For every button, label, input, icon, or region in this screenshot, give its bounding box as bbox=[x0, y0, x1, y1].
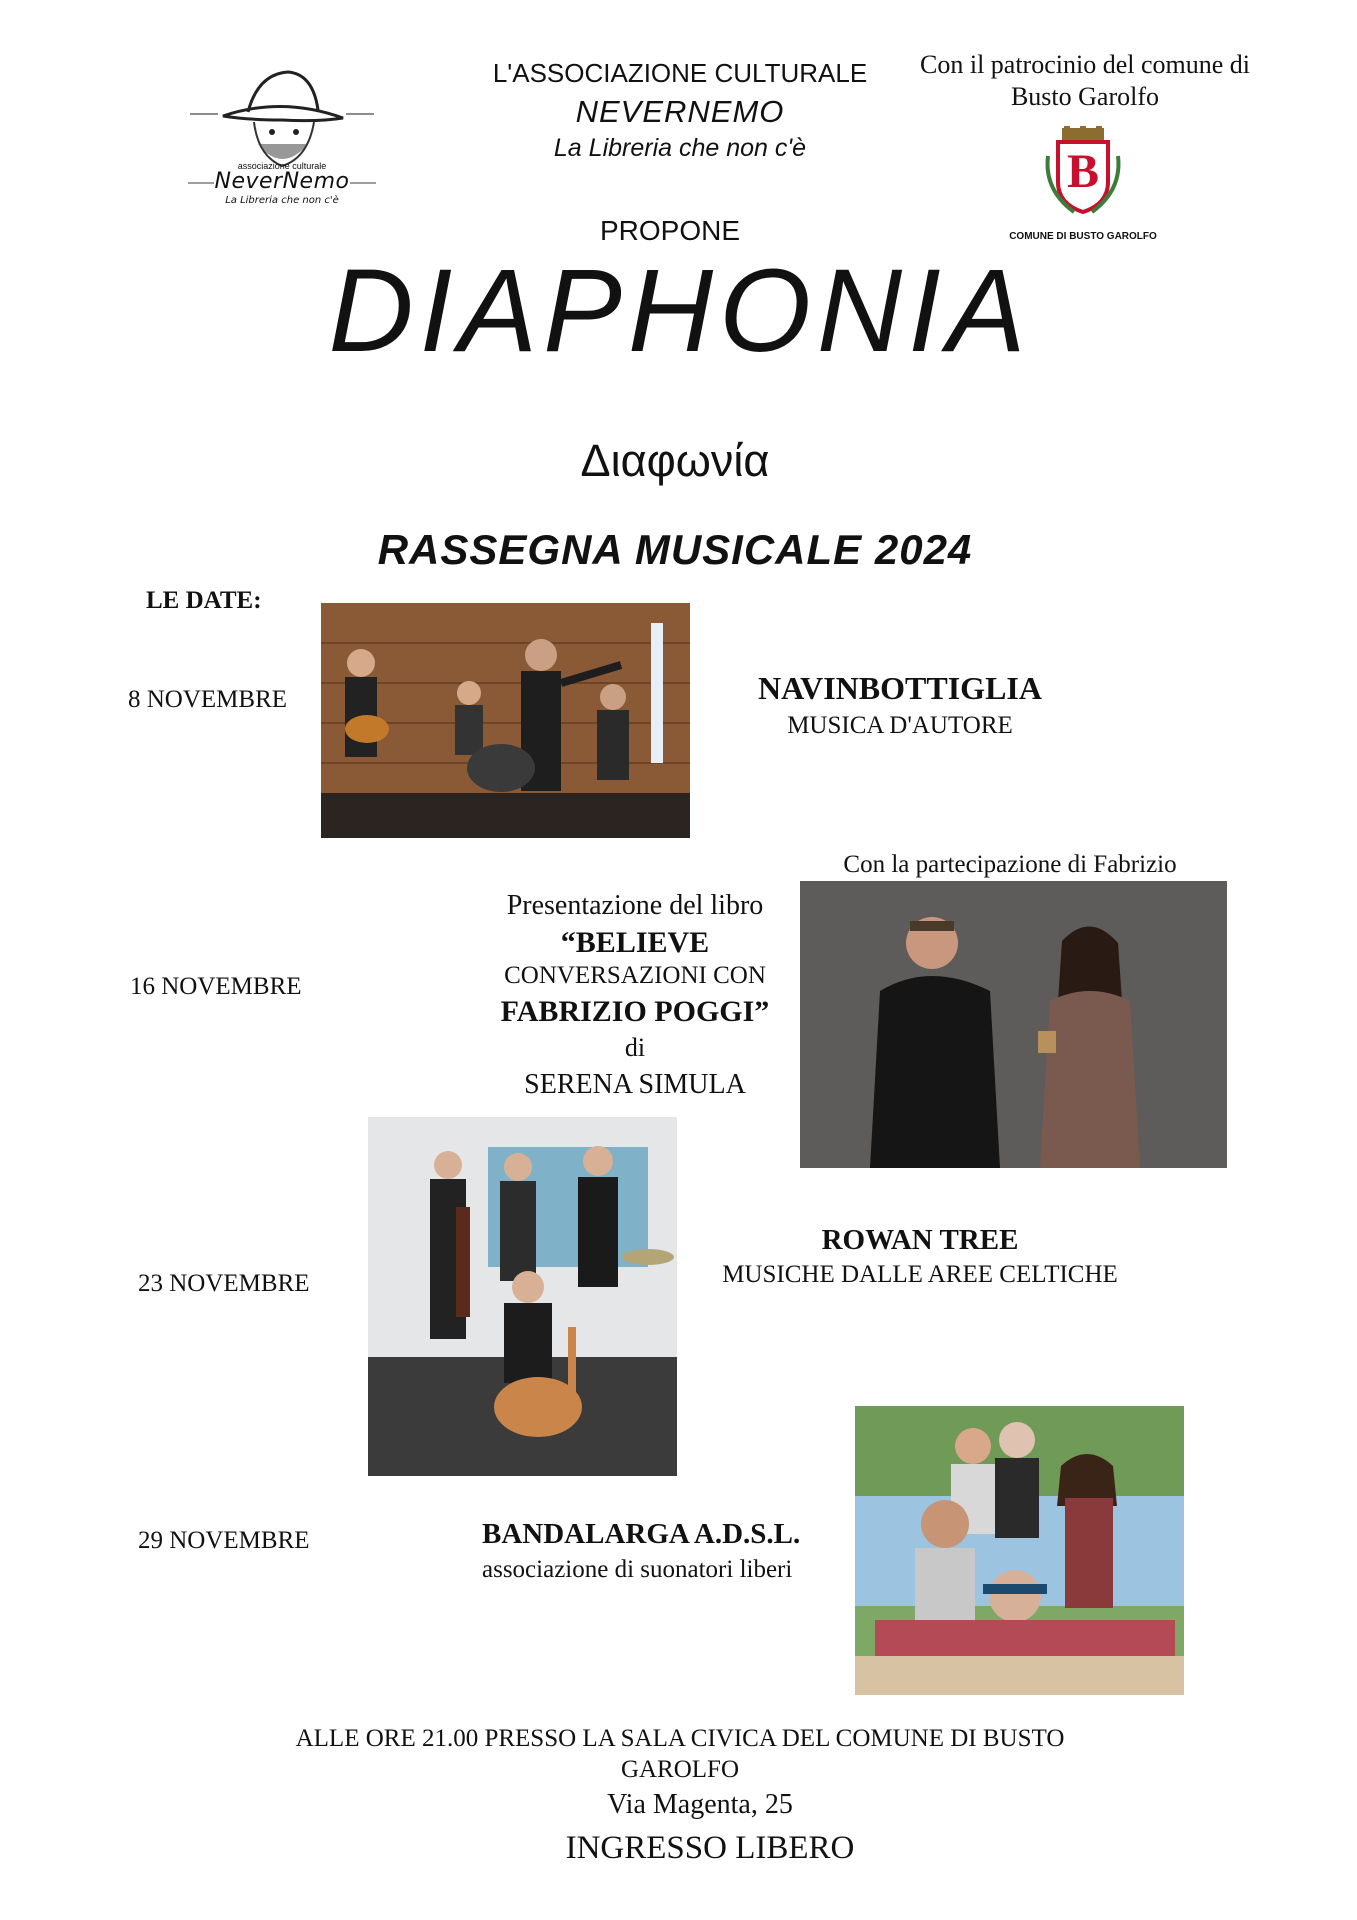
event-2-line-4: FABRIZIO POGGI” bbox=[500, 995, 770, 1028]
logo-divider bbox=[188, 178, 376, 188]
event-3-date: 23 NOVEMBRE bbox=[138, 1270, 310, 1297]
greek-title: Διαφωνία bbox=[580, 435, 770, 486]
event-1-name: NAVINBOTTIGLIA bbox=[758, 670, 1042, 706]
author-photo-poggi-simula bbox=[800, 881, 1227, 1168]
event-3-desc: MUSICHE DALLE AREE CELTICHE bbox=[722, 1261, 1118, 1288]
association-name: NEVERNEMO bbox=[575, 94, 785, 129]
event-4-desc: associazione di suonatori liberi bbox=[482, 1556, 793, 1583]
event-4-name: BANDALARGA A.D.S.L. bbox=[482, 1518, 801, 1550]
band-photo-bandalarga bbox=[855, 1406, 1184, 1695]
event-2-note: Con la partecipazione di Fabrizio bbox=[843, 851, 1177, 878]
event-2-date: 16 NOVEMBRE bbox=[130, 973, 302, 1000]
event-2-line-6: SERENA SIMULA bbox=[524, 1069, 746, 1100]
footer-line1: ALLE ORE 21.00 PRESSO LA SALA CIVICA DEL COMUNE DI BUSTO bbox=[295, 1725, 1065, 1752]
footer-address: Via Magenta, 25 bbox=[607, 1789, 793, 1820]
nevernemo-logo bbox=[188, 66, 376, 216]
series-subtitle: RASSEGNA MUSICALE 2024 bbox=[377, 526, 973, 573]
logo-small-text: associazione culturale bbox=[237, 161, 327, 171]
patronage-line1: Con il patrocinio del comune di bbox=[920, 50, 1250, 79]
band-photo-rowan-tree bbox=[368, 1117, 677, 1476]
footer-line2: GAROLFO bbox=[620, 1756, 740, 1783]
comune-crest bbox=[1040, 126, 1126, 222]
event-4-date: 29 NOVEMBRE bbox=[138, 1527, 310, 1554]
hat-face-icon bbox=[188, 66, 376, 176]
event-1-desc: MUSICA D'AUTORE bbox=[787, 712, 1013, 739]
event-2-line-5: di bbox=[624, 1033, 646, 1062]
event-3-name: ROWAN TREE bbox=[821, 1224, 1019, 1256]
event-2-line-2: “BELIEVE bbox=[560, 926, 710, 959]
band-photo-navinbottiglia bbox=[321, 603, 690, 838]
footer-entry: INGRESSO LIBERO bbox=[565, 1830, 855, 1866]
association-tagline: La Libreria che non c'è bbox=[553, 134, 807, 162]
crest-letter: B bbox=[1066, 145, 1099, 198]
event-2-line-1: Presentazione del libro bbox=[506, 890, 764, 921]
main-title: DIAPHONIA bbox=[328, 245, 1032, 377]
patronage-line2: Busto Garolfo bbox=[1010, 82, 1160, 111]
dates-label: LE DATE: bbox=[146, 587, 262, 614]
comune-label: COMUNE DI BUSTO GAROLFO bbox=[1009, 231, 1157, 242]
association-line1: L'ASSOCIAZIONE CULTURALE bbox=[492, 58, 868, 88]
logo-tagline: La Libreria che non c'è bbox=[225, 195, 339, 206]
propone-label: PROPONE bbox=[599, 215, 741, 246]
event-2-line-3: CONVERSAZIONI CON bbox=[504, 962, 766, 989]
logo-brand: NeverNemo bbox=[214, 169, 350, 194]
event-1-date: 8 NOVEMBRE bbox=[128, 686, 288, 713]
